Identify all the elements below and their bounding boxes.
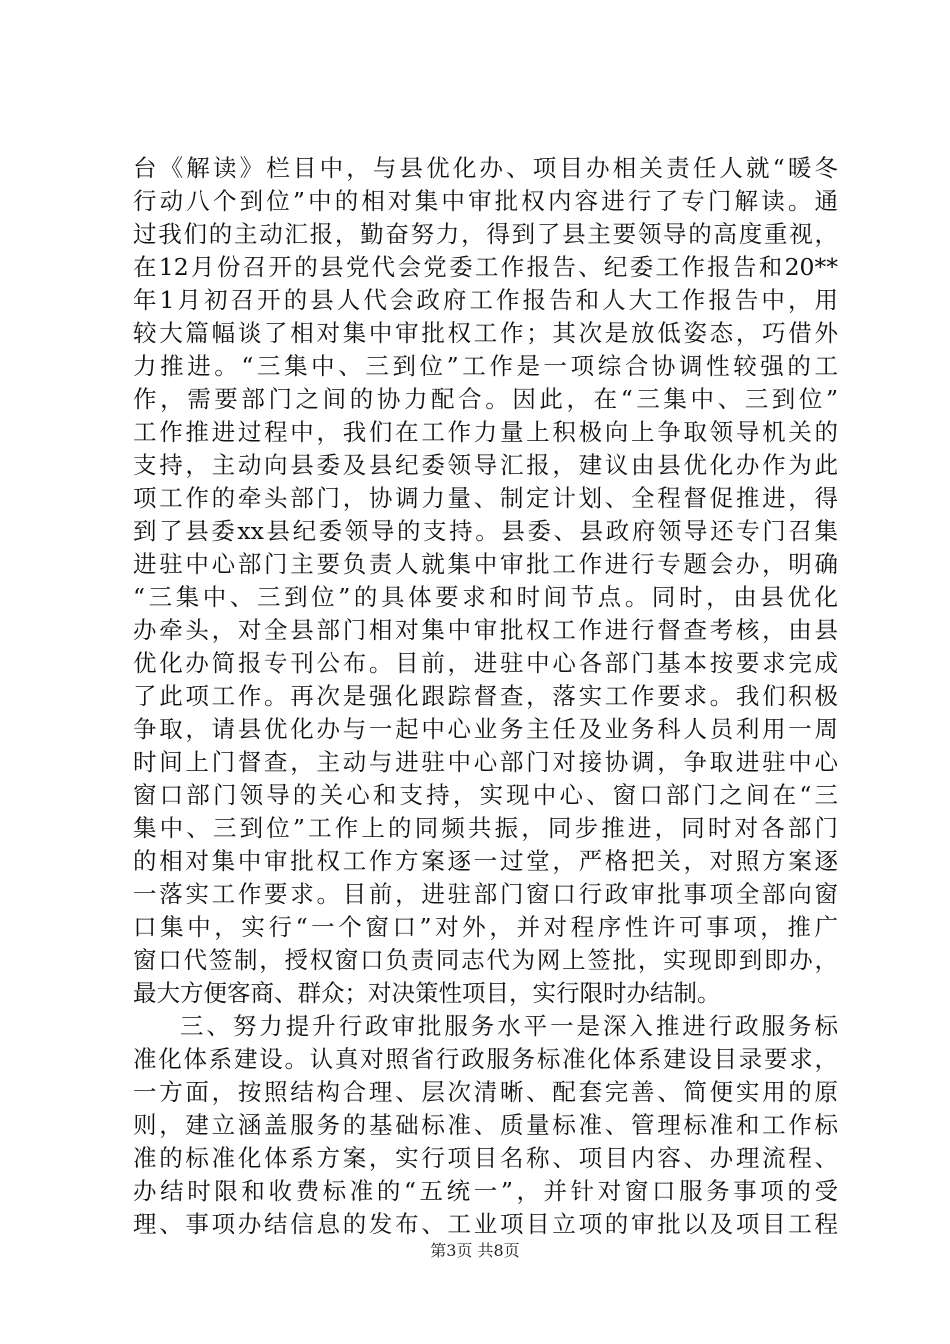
- text-line: 争取，请县优化办与一起中心业务主任及业务科人员利用一周: [133, 715, 838, 743]
- text-line: 支持，主动向县委及县纪委领导汇报，建议由县优化办作为此: [133, 451, 838, 479]
- text-line: 办牵头，对全县部门相对集中审批权工作进行督查考核，由县: [133, 616, 838, 644]
- text-line: 一落实工作要求。目前，进驻部门窗口行政审批事项全部向窗: [133, 880, 838, 908]
- text-line: 窗口代签制，授权窗口负责同志代为网上签批，实现即到即办，: [133, 946, 838, 974]
- text-line: 进驻中心部门主要负责人就集中审批工作进行专题会办，明确: [133, 550, 838, 578]
- text-line: 准的标准化体系方案，实行项目名称、项目内容、办理流程、: [133, 1144, 838, 1172]
- text-line: 一方面，按照结构合理、层次清晰、配套完善、简便实用的原: [133, 1078, 838, 1106]
- text-line: 的相对集中审批权工作方案逐一过堂，严格把关，对照方案逐: [133, 847, 838, 875]
- text-line: 口集中，实行“一个窗口”对外，并对程序性许可事项，推广: [133, 913, 838, 941]
- text-line: 则，建立涵盖服务的基础标准、质量标准、管理标准和工作标: [133, 1111, 838, 1139]
- text-line: 了此项工作。再次是强化跟踪督查，落实工作要求。我们积极: [133, 682, 838, 710]
- text-line: 在12月份召开的县党代会党委工作报告、纪委工作报告和20**: [133, 253, 838, 281]
- text-line: 理、事项办结信息的发布、工业项目立项的审批以及项目工程: [133, 1210, 838, 1238]
- text-line: 优化办简报专刊公布。目前，进驻中心各部门基本按要求完成: [133, 649, 838, 677]
- text-line: 工作推进过程中，我们在工作力量上积极向上争取领导机关的: [133, 418, 838, 446]
- text-line: 较大篇幅谈了相对集中审批权工作；其次是放低姿态，巧借外: [133, 319, 838, 347]
- text-line: 窗口部门领导的关心和支持，实现中心、窗口部门之间在“三: [133, 781, 838, 809]
- text-line: 过我们的主动汇报，勤奋努力，得到了县主要领导的高度重视，: [133, 220, 838, 248]
- text-line: 到了县委xx县纪委领导的支持。县委、县政府领导还专门召集: [133, 517, 838, 545]
- text-line: 力推进。“三集中、三到位”工作是一项综合协调性较强的工: [133, 352, 838, 380]
- text-line: 准化体系建设。认真对照省行政服务标准化体系建设目录要求，: [133, 1045, 838, 1073]
- text-line: 时间上门督查，主动与进驻中心部门对接协调，争取进驻中心: [133, 748, 838, 776]
- text-line: 台《解读》栏目中，与县优化办、项目办相关责任人就“暖冬: [133, 154, 838, 182]
- text-line: 办结时限和收费标准的“五统一”，并针对窗口服务事项的受: [133, 1177, 838, 1205]
- paragraph-first-line: 三、努力提升行政审批服务水平一是深入推进行政服务标: [180, 1012, 838, 1040]
- text-line: “三集中、三到位”的具体要求和时间节点。同时，由县优化: [133, 583, 838, 611]
- page-number-footer: 第3页 共8页: [430, 1241, 520, 1260]
- paragraph-last-line: 最大方便客商、群众；对决策性项目，实行限时办结制。: [133, 979, 721, 1007]
- text-line: 作，需要部门之间的协力配合。因此，在“三集中、三到位”: [133, 385, 838, 413]
- text-line: 行动八个到位”中的相对集中审批权内容进行了专门解读。通: [133, 187, 838, 215]
- text-line: 集中、三到位”工作上的同频共振，同步推进，同时对各部门: [133, 814, 838, 842]
- text-line: 年1月初召开的县人代会政府工作报告和人大工作报告中，用: [133, 286, 838, 314]
- body-text: [133, 152, 838, 1241]
- text-line: 项工作的牵头部门，协调力量、制定计划、全程督促推进，得: [133, 484, 838, 512]
